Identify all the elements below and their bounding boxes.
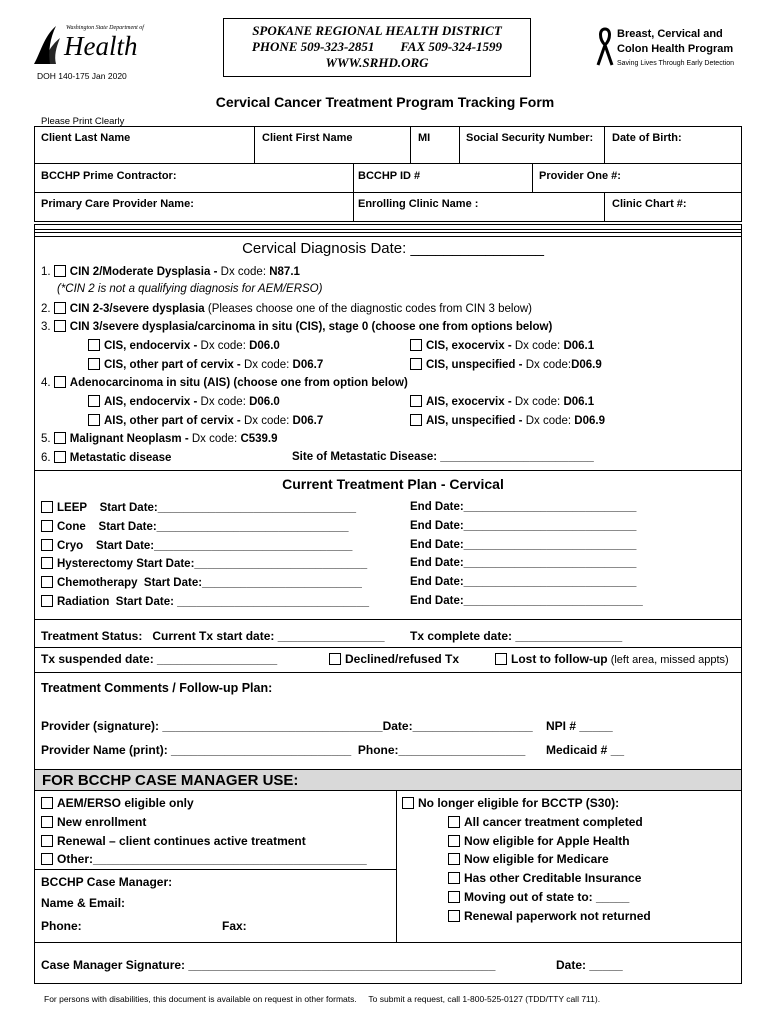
dx-item-4: 4. Adenocarcinoma in situ (AIS) (choose one from option below) bbox=[41, 377, 408, 389]
medicare-checkbox[interactable] bbox=[448, 853, 460, 865]
doh-logo bbox=[30, 22, 144, 70]
cone-row: Cone Start Date:______________________________ bbox=[41, 520, 349, 533]
radiation-row: Radiation Start Date: ______________________________ bbox=[41, 595, 369, 608]
print-note: Please Print Clearly bbox=[41, 116, 125, 127]
ais-endocervix-checkbox[interactable] bbox=[88, 395, 100, 407]
cis-other-checkbox[interactable] bbox=[88, 358, 100, 370]
no-longer-eligible-checkbox[interactable] bbox=[402, 797, 414, 809]
renewal-checkbox[interactable] bbox=[41, 835, 53, 847]
cin2-note: (*CIN 2 is not a qualifying diagnosis for AEM/ERSO) bbox=[57, 283, 323, 295]
clinic-chart-field[interactable]: Clinic Chart #: bbox=[612, 198, 687, 210]
client-first-name-field[interactable]: Client First Name bbox=[262, 132, 353, 144]
provider-name-field[interactable]: Provider Name (print): ___________________________ Phone:___________________ bbox=[41, 743, 526, 757]
cryo-checkbox[interactable] bbox=[41, 539, 53, 551]
enrolling-clinic-field[interactable]: Enrolling Clinic Name : bbox=[358, 198, 479, 210]
dx-item-5: 5. Malignant Neoplasm - Dx code: C539.9 bbox=[41, 433, 278, 445]
provider-signature-field[interactable]: Provider (signature): _________________________________Date:__________________ bbox=[41, 719, 533, 733]
form-title: Cervical Cancer Treatment Program Tracking Form bbox=[215, 94, 555, 110]
npi-field[interactable]: NPI # _____ bbox=[546, 719, 613, 733]
cis-exocervix-checkbox[interactable] bbox=[410, 339, 422, 351]
medicare-option: Now eligible for Medicare bbox=[448, 852, 609, 866]
creditable-insurance-checkbox[interactable] bbox=[448, 872, 460, 884]
lost-followup-checkbox[interactable] bbox=[495, 653, 507, 665]
malignant-neoplasm-checkbox[interactable] bbox=[54, 432, 66, 444]
awareness-ribbon-icon bbox=[596, 27, 614, 67]
no-longer-eligible-option: No longer eligible for BCCTP (S30): bbox=[402, 796, 619, 810]
dx-item-1: 1. CIN 2/Moderate Dysplasia - Dx code: N87.1 bbox=[41, 266, 300, 278]
prime-contractor-field[interactable]: BCCHP Prime Contractor: bbox=[41, 170, 177, 182]
renewal-option: Renewal – client continues active treatment bbox=[41, 834, 306, 848]
hysterectomy-row: Hysterectomy Start Date:___________________________ bbox=[41, 557, 367, 570]
district-phone-fax: PHONE 509-323-2851 FAX 509-324-1599 bbox=[251, 39, 503, 54]
cin2-3-checkbox[interactable] bbox=[54, 302, 66, 314]
tx-complete-field[interactable]: Tx complete date: ________________ bbox=[410, 629, 623, 643]
comments-field[interactable]: Treatment Comments / Follow-up Plan: bbox=[41, 681, 273, 695]
agency-line: Washington State Department of bbox=[66, 25, 144, 31]
radiation-checkbox[interactable] bbox=[41, 595, 53, 607]
renewal-paperwork-checkbox[interactable] bbox=[448, 910, 460, 922]
program-tagline: Saving Lives Through Early Detection bbox=[617, 60, 734, 67]
leep-checkbox[interactable] bbox=[41, 501, 53, 513]
hysterectomy-checkbox[interactable] bbox=[41, 557, 53, 569]
new-enrollment-checkbox[interactable] bbox=[41, 816, 53, 828]
district-name: SPOKANE REGIONAL HEALTH DISTRICT bbox=[252, 23, 502, 38]
cis-endocervix: CIS, endocervix - Dx code: D06.0 bbox=[88, 339, 280, 352]
cone-end[interactable]: End Date:___________________________ bbox=[410, 520, 637, 532]
ssn-field[interactable]: Social Security Number: bbox=[466, 132, 594, 144]
new-enrollment-option: New enrollment bbox=[41, 815, 146, 829]
double-rule bbox=[34, 229, 742, 230]
metastatic-site-field[interactable]: Site of Metastatic Disease: ________________________ bbox=[292, 451, 594, 463]
case-manager-label: BCCHP Case Manager: bbox=[41, 875, 173, 889]
moving-out-option: Moving out of state to: _____ bbox=[448, 890, 629, 904]
treatment-completed-checkbox[interactable] bbox=[448, 816, 460, 828]
chemotherapy-end[interactable]: End Date:___________________________ bbox=[410, 576, 637, 588]
footer-note: For persons with disabilities, this document is available on request in other formats. To submit a request, call 1-800-525-0127 (TDD/TTY call 711). bbox=[44, 994, 601, 1004]
provider-one-field[interactable]: Provider One #: bbox=[539, 170, 621, 182]
bcchp-id-field[interactable]: BCCHP ID # bbox=[358, 170, 421, 182]
other-checkbox[interactable] bbox=[41, 853, 53, 865]
treatment-completed-option: All cancer treatment completed bbox=[448, 815, 643, 829]
dx-item-3: 3. CIN 3/severe dysplasia/carcinoma in situ (CIS), stage 0 (choose one from options below) bbox=[41, 321, 553, 333]
cis-unspecified-checkbox[interactable] bbox=[410, 358, 422, 370]
cone-checkbox[interactable] bbox=[41, 520, 53, 532]
program-name-2: Colon Health Program bbox=[617, 43, 734, 55]
case-manager-date-field[interactable]: Date: _____ bbox=[556, 958, 623, 972]
chemotherapy-checkbox[interactable] bbox=[41, 576, 53, 588]
other-option: Other:_________________________________________ bbox=[41, 852, 367, 866]
creditable-insurance-option: Has other Creditable Insurance bbox=[448, 871, 641, 885]
cis-endocervix-checkbox[interactable] bbox=[88, 339, 100, 351]
dx-item-6: 6. Metastatic disease bbox=[41, 452, 172, 464]
radiation-end[interactable]: End Date:____________________________ bbox=[410, 595, 643, 607]
cis-unspecified: CIS, unspecified - Dx code:D06.9 bbox=[410, 358, 602, 371]
dx-item-2: 2. CIN 2-3/severe dysplasia (Pleases choose one of the diagnostic codes from CIN 3 below) bbox=[41, 303, 532, 315]
aem-erso-option: AEM/ERSO eligible only bbox=[41, 796, 194, 810]
lost-followup-option: Lost to follow-up (left area, missed appts) bbox=[495, 652, 729, 666]
program-name-1: Breast, Cervical and bbox=[617, 28, 723, 40]
chemotherapy-row: Chemotherapy Start Date:_________________________ bbox=[41, 576, 362, 589]
renewal-paperwork-option: Renewal paperwork not returned bbox=[448, 909, 651, 923]
cis-exocervix: CIS, exocervix - Dx code: D06.1 bbox=[410, 339, 594, 352]
name-email-field[interactable]: Name & Email: bbox=[41, 896, 126, 910]
aem-erso-checkbox[interactable] bbox=[41, 797, 53, 809]
ais-other: AIS, other part of cervix - Dx code: D06.7 bbox=[88, 414, 323, 427]
mi-field[interactable]: MI bbox=[418, 132, 431, 144]
hysterectomy-end[interactable]: End Date:___________________________ bbox=[410, 557, 637, 569]
medicaid-field[interactable]: Medicaid # __ bbox=[546, 743, 625, 757]
case-manager-signature-field[interactable]: Case Manager Signature: ______________________________________________ bbox=[41, 958, 496, 972]
tx-suspended-field[interactable]: Tx suspended date: __________________ bbox=[41, 652, 278, 666]
ais-unspecified-checkbox[interactable] bbox=[410, 414, 422, 426]
ais-exocervix-checkbox[interactable] bbox=[410, 395, 422, 407]
cryo-end[interactable]: End Date:___________________________ bbox=[410, 539, 637, 551]
ais-endocervix: AIS, endocervix - Dx code: D06.0 bbox=[88, 395, 280, 408]
cm-phone-field[interactable]: Phone: bbox=[41, 919, 82, 933]
ais-checkbox[interactable] bbox=[54, 376, 66, 388]
form-number: DOH 140-175 Jan 2020 bbox=[37, 71, 127, 81]
leep-row: LEEP Start Date:_______________________________ bbox=[41, 501, 356, 514]
tx-start-date-field[interactable]: Treatment Status: Current Tx start date: ________________ bbox=[41, 629, 385, 643]
metastatic-checkbox[interactable] bbox=[54, 451, 66, 463]
apple-health-option: Now eligible for Apple Health bbox=[448, 834, 630, 848]
cin2-checkbox[interactable] bbox=[54, 265, 66, 277]
ais-exocervix: AIS, exocervix - Dx code: D06.1 bbox=[410, 395, 594, 408]
dob-field[interactable]: Date of Birth: bbox=[612, 132, 682, 144]
treatment-plan-heading: Current Treatment Plan - Cervical bbox=[282, 476, 504, 492]
cin3-checkbox[interactable] bbox=[54, 320, 66, 332]
agency-logo-text: Health bbox=[64, 31, 138, 61]
apple-health-checkbox[interactable] bbox=[448, 835, 460, 847]
diagnosis-heading[interactable]: Cervical Diagnosis Date: ________________ bbox=[242, 240, 544, 257]
leep-end[interactable]: End Date:___________________________ bbox=[410, 501, 637, 513]
pcp-name-field[interactable]: Primary Care Provider Name: bbox=[41, 198, 194, 210]
declined-option: Declined/refused Tx bbox=[329, 652, 459, 666]
declined-checkbox[interactable] bbox=[329, 653, 341, 665]
client-last-name-field[interactable]: Client Last Name bbox=[41, 132, 131, 144]
cryo-row: Cryo Start Date:_______________________________ bbox=[41, 539, 352, 552]
case-manager-heading: FOR BCCHP CASE MANAGER USE: bbox=[42, 772, 299, 789]
ais-other-checkbox[interactable] bbox=[88, 414, 100, 426]
doh-logo-icon bbox=[30, 24, 62, 66]
moving-out-checkbox[interactable] bbox=[448, 891, 460, 903]
ais-unspecified: AIS, unspecified - Dx code: D06.9 bbox=[410, 414, 605, 427]
cm-fax-field[interactable]: Fax: bbox=[222, 919, 247, 933]
cis-other: CIS, other part of cervix - Dx code: D06.7 bbox=[88, 358, 323, 371]
district-website: WWW.SRHD.ORG bbox=[325, 55, 429, 70]
